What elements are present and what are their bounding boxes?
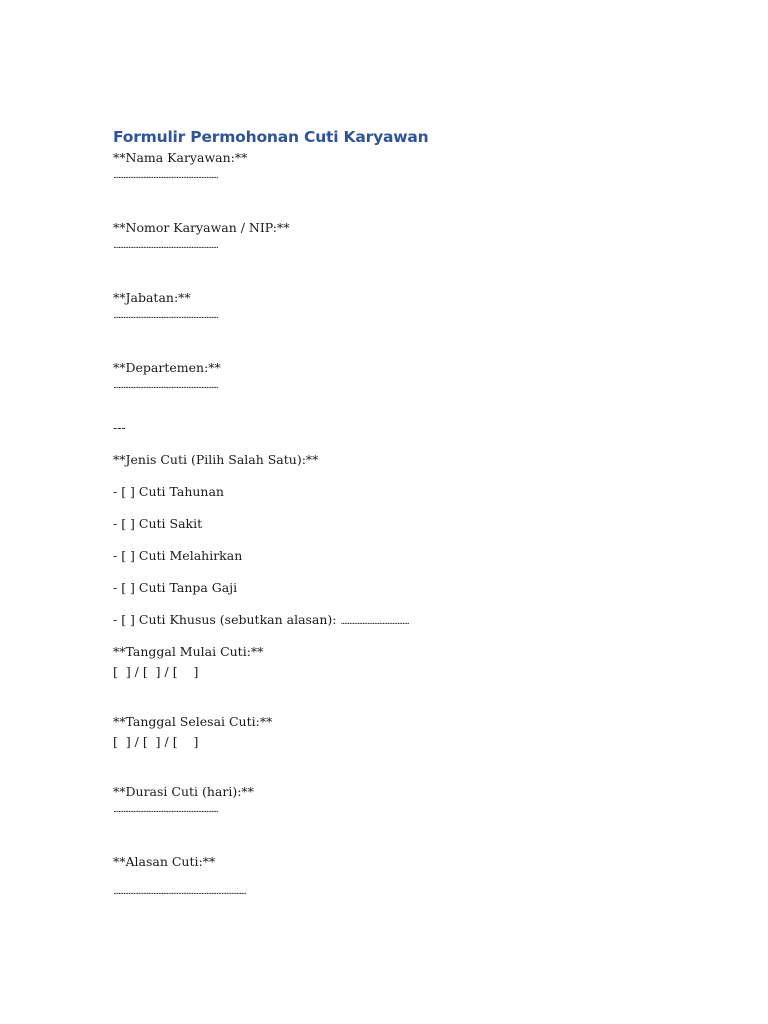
document-page xyxy=(113,126,673,900)
tanggal-selesai-input[interactable]: [ ] / [ ] / [ ] xyxy=(113,734,199,749)
alasan-field-line[interactable]: ................................................................................ xyxy=(113,887,246,897)
cuti-khusus-reason-line[interactable]: ......................................... xyxy=(340,617,409,627)
option-cuti-tanpa-gaji[interactable]: - [ ] Cuti Tanpa Gaji xyxy=(113,580,238,595)
nip-field-line[interactable]: ............................................................... xyxy=(113,241,218,251)
option-cuti-melahirkan[interactable]: - [ ] Cuti Melahirkan xyxy=(113,548,243,563)
alasan-label: **Alasan Cuti:** xyxy=(113,854,216,869)
nama-field-line[interactable]: ............................................................... xyxy=(113,171,218,181)
option-cuti-khusus-label: - [ ] Cuti Khusus (sebutkan alasan): xyxy=(113,612,341,627)
nip-label: **Nomor Karyawan / NIP:** xyxy=(113,220,290,235)
tanggal-mulai-input[interactable]: [ ] / [ ] / [ ] xyxy=(113,664,199,679)
option-cuti-sakit[interactable]: - [ ] Cuti Sakit xyxy=(113,516,203,531)
durasi-field-line[interactable]: ............................................................... xyxy=(113,805,218,815)
jabatan-field-line[interactable]: ............................................................... xyxy=(113,311,218,321)
separator: --- xyxy=(113,420,126,435)
option-cuti-khusus[interactable] xyxy=(113,610,673,630)
durasi-label: **Durasi Cuti (hari):** xyxy=(113,784,254,799)
option-cuti-tahunan[interactable]: - [ ] Cuti Tahunan xyxy=(113,484,224,499)
jenis-cuti-label: **Jenis Cuti (Pilih Salah Satu):** xyxy=(113,452,319,467)
nama-label: **Nama Karyawan:** xyxy=(113,150,248,165)
tanggal-selesai-label: **Tanggal Selesai Cuti:** xyxy=(113,714,273,729)
departemen-field-line[interactable]: ............................................................... xyxy=(113,381,218,391)
departemen-label: **Departemen:** xyxy=(113,360,221,375)
jabatan-label: **Jabatan:** xyxy=(113,290,191,305)
tanggal-mulai-label: **Tanggal Mulai Cuti:** xyxy=(113,644,264,659)
form-title: Formulir Permohonan Cuti Karyawan xyxy=(113,128,429,146)
